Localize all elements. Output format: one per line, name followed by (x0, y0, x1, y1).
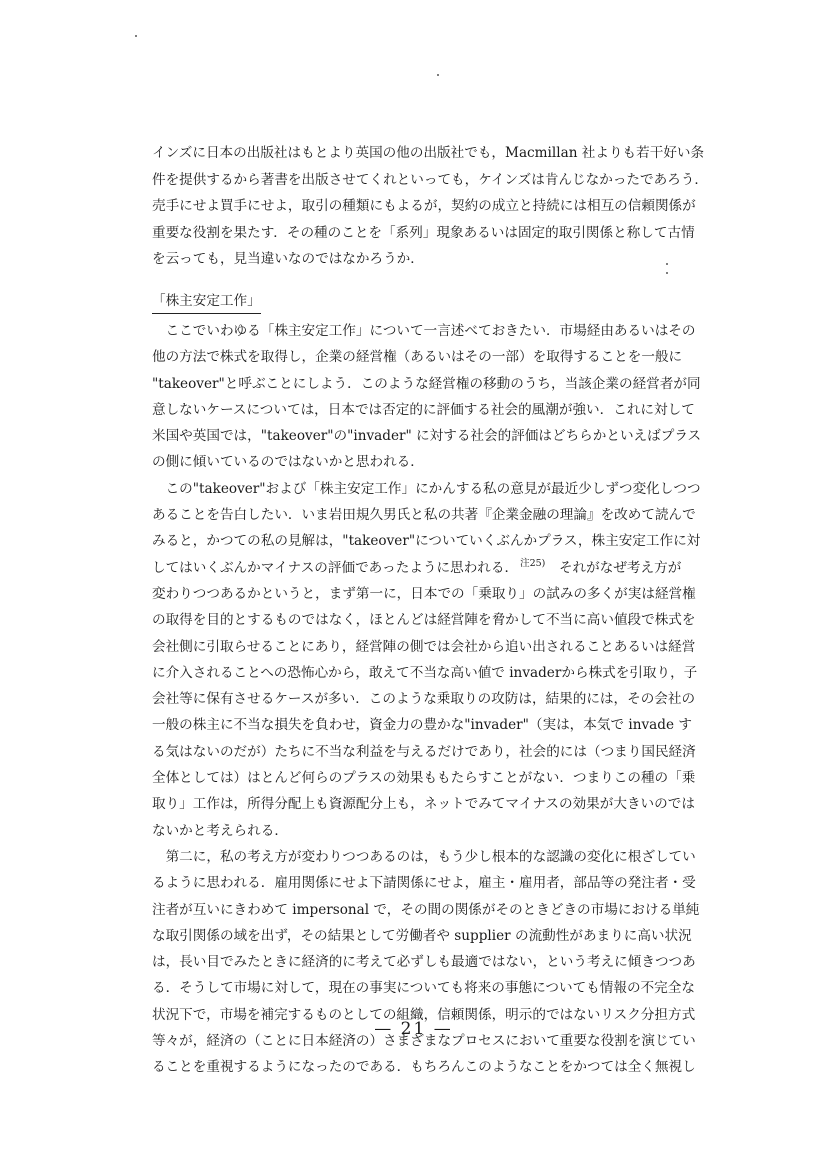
footnote-reference[interactable]: 注25) (520, 558, 546, 570)
text-line: を云っても，見当違いなのではなかろうか． (152, 251, 424, 267)
scan-speck (437, 74, 439, 76)
text-line: る．そうして市場に対して，現在の事実についても将来の事態についても情報の不完全な (152, 980, 695, 997)
text-line: 第二に，私の考え方が変わりつつあるのは，もう少し根本的な認識の変化に根ざしてい (152, 848, 696, 865)
text-line: 意しないケースについては，日本では否定的に評価する社会的風潮が強い．これに対して (152, 401, 695, 418)
text-segment: それがなぜ考え方が (545, 559, 682, 576)
text-line: 件を提供するから著書を出版させてくれといっても，ケインズは肯んじなかったであろう． (152, 171, 708, 188)
text-line: 米国や英国では，"takeover"の"invader" に対する社会的評価はどちらかといえばプラス (152, 428, 702, 445)
text-line: 重要な役割を果たす．その種のことを「系列」現象あるいは固定的取引関係と称して古情 (152, 224, 695, 241)
text-line: 売手にせよ買手にせよ，取引の種類にもよるが，契約の成立と持続には相互の信頼関係が (152, 198, 696, 214)
text-line: 一般の株主に不当な損失を負わせ，資金力の豊かな"invader"（実は，本気で invade す (152, 717, 692, 734)
body-text (152, 318, 702, 1081)
text-line: る気はないのだが）たちに不当な利益を与えるだけであり，社会的には（つまり国民経済 (152, 743, 696, 760)
text-line: に介入されることへの恐怖心から，敢えて不当な高い値で invaderから株式を引取り，子 (152, 664, 698, 681)
text-line: 変わりつつあるかというと，まず第一に，日本での「乗取り」の試みの多くが実は経営権 (152, 585, 696, 602)
page-number: — 21 — (374, 1019, 453, 1039)
text-line: ることを重視するようになったのである．もちろんこのようなことをかつては全く無視し (152, 1059, 696, 1076)
text-line: な取引関係の域を出ず，その結果として労働者や supplier の流動性があまりに高い状況 (152, 927, 692, 944)
text-segment: してはいくぶんかマイナスの評価であったように思われる． (152, 559, 519, 576)
section-heading: 「株主安定工作」 (152, 291, 261, 314)
intro-paragraph (152, 140, 708, 273)
text-line: 取り」工作は，所得分配上も資源配分上も，ネットでみてマイナスの効果が大きいのでは (152, 796, 695, 813)
text-line: ないかと考えられる． (152, 822, 288, 839)
text-line: 他の方法で株式を取得し，企業の経営権（あるいはその一部）を取得することを一般に (152, 349, 683, 366)
text-line: 会社側に引取らせることにあり，経営陣の側では会社から追い出されることあるいは経営 (152, 638, 696, 655)
text-line: 等々が，経済の（ことに日本経済の）さまざまなプロセスにおいて重要な役割を演じてい (152, 1033, 696, 1050)
text-line: の取得を目的とするものではなく，ほとんどは経営陣を脅かして不当に高い値段で株式を (152, 612, 696, 629)
text-line: ここでいわゆる「株主安定工作」について一言述べておきたい．市場経由あるいはその (152, 323, 696, 339)
scan-speck (135, 35, 137, 37)
text-line: この"takeover"および「株主安定工作」にかんする私の意見が最近少しずつ変化しつつ (152, 480, 701, 497)
text-line: "takeover"と呼ぶことにしよう．このような経営権の移動のうち，当該企業の経営者が同 (152, 375, 701, 392)
text-line: 会社等に保有させるケースが多い．このような乗取りの攻防は，結果的には，その会社の (152, 691, 696, 708)
text-line: みると，かつての私の見解は，"takeover"についていくぶんかプラス，株主安定工作に対 (152, 533, 701, 550)
text-line: あることを告白したい．いま岩田規久男氏と私の共著『企業金融の理論』を改めて読んで (152, 507, 696, 524)
text-line: 全体としては）はとんど何らのプラスの効果ももたらすことがない．つまりこの種の「乗 (152, 770, 696, 787)
text-line: 注者が互いにきわめて impersonal で，その間の関係がそのときどきの市場における単純 (152, 901, 700, 918)
text-line: は，長い目でみたときに経済的に考えて必ずしも最適ではない，という考えに傾きつつあ (152, 954, 696, 971)
text-line: るように思われる．雇用関係にせよ下請関係にせよ，雇主・雇用者，部品等の発注者・受 (152, 875, 696, 892)
text-line: の側に傾いているのではないかと思われる． (152, 454, 424, 471)
text-line: 状況下で，市場を補完するものとしての組織，信頼関係，明示的ではないリスク分担方式 (152, 1006, 696, 1023)
text-line-with-footnote (152, 555, 692, 581)
text-line: インズに日本の出版社はもとより英国の他の出版社でも，Macmillan 社よりも若干好い条 (152, 145, 705, 161)
